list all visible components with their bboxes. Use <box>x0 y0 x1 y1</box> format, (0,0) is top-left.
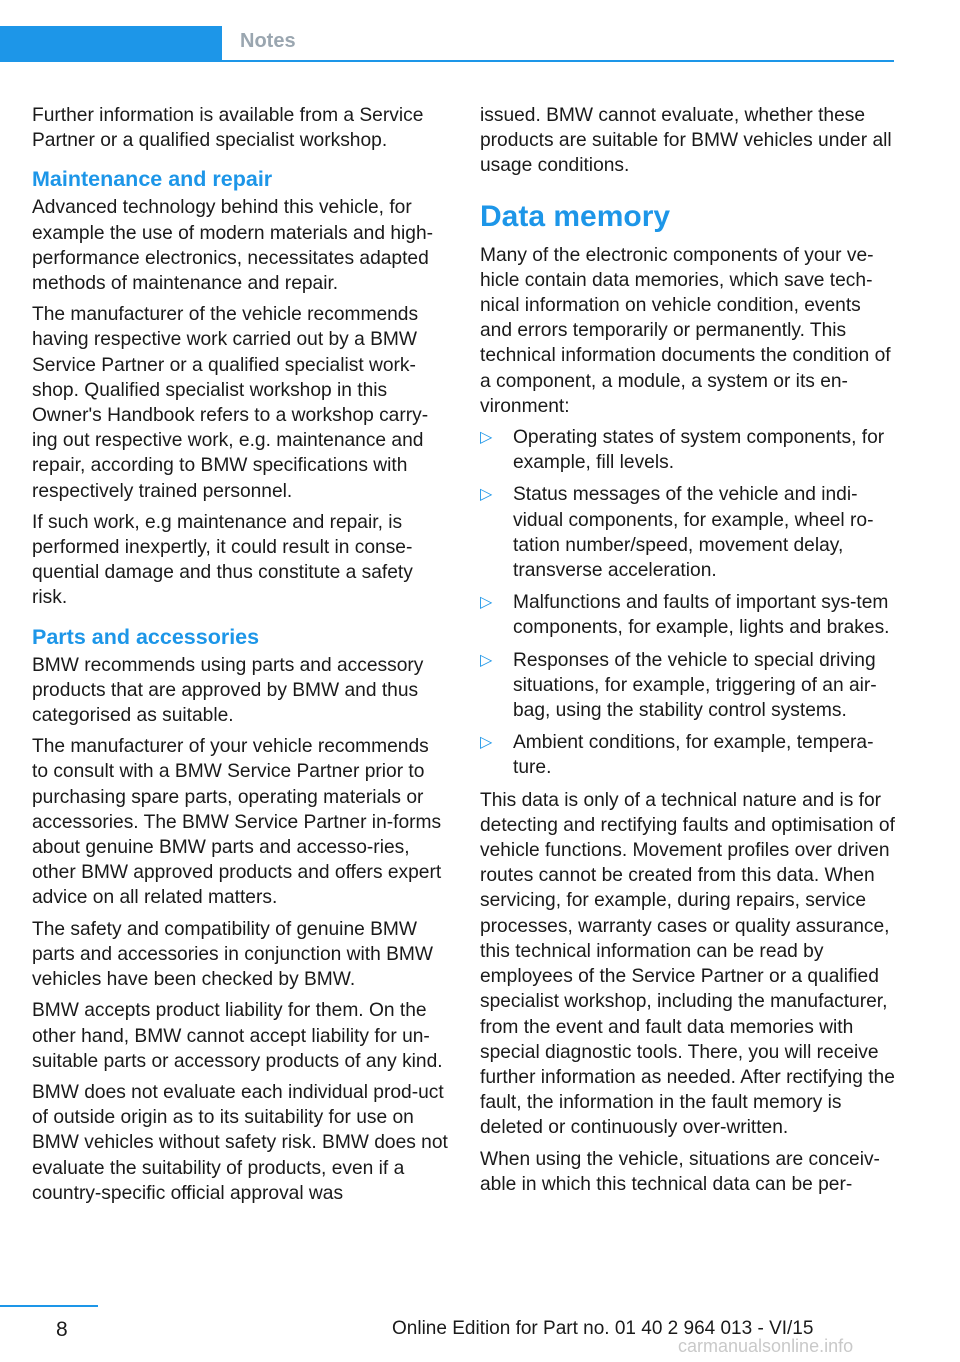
heading-maintenance-and-repair: Maintenance and repair <box>32 167 273 192</box>
list-item <box>480 482 898 583</box>
paragraph: Advanced technology behind this vehicle, for example the use of modern materials and high-performance electronics, necessitates adapted methods of maintenance and repair. <box>32 197 434 295</box>
paragraph: The manufacturer of your vehicle recommends to consult with a BMW Service Partner prior to purchasing spare parts, operating materials or accessories. The BMW Service Partner in-forms about genuine BMW parts and accesso-ries, other BMW approved products and offers expert advice on all related matters. <box>32 736 442 909</box>
paragraph: The safety and compatibility of genuine BMW parts and accessories in conjunction with BMW vehicles have been checked by BMW. <box>32 918 433 991</box>
triangle-bullet-icon: ▷ <box>480 594 493 612</box>
section-title: Notes <box>240 30 296 52</box>
paragraph: Further information is available from a Service Partner or a qualified specialist workshop. <box>32 105 424 152</box>
page-number: 8 <box>56 1318 68 1341</box>
paragraph: BMW accepts product liability for them. On the other hand, BMW cannot accept liability for un-suitable parts or accessory products of any kind. <box>32 1000 443 1072</box>
triangle-bullet-icon: ▷ <box>480 429 493 447</box>
paragraph: BMW recommends using parts and accessory products that are approved by BMW and thus categorised as suitable. <box>32 654 424 727</box>
list-item <box>480 425 898 475</box>
paragraph: The manufacturer of the vehicle recommends having respective work carried out by a BMW Service Partner or a qualified specialist work-shop. Qualified specialist workshop in this Owner's Handbook refers to a workshop carry-ing out respective work, e.g. maintenance and repair, according to BMW specifications with respectively trained personnel. <box>32 304 429 502</box>
left-column <box>32 103 450 1212</box>
list-item-text: Operating states of system components, for example, fill levels. <box>513 427 885 474</box>
list-item <box>480 648 898 724</box>
paragraph: When using the vehicle, situations are conceiv-able in which this technical data can be per- <box>480 1148 880 1195</box>
list-item-text: Status messages of the vehicle and indi-vidual components, for example, wheel ro-tation number/speed, movement delay, transverse acceleration. <box>513 484 874 582</box>
bullet-list <box>480 425 898 781</box>
paragraph: Many of the electronic components of your ve-hicle contain data memories, which save tech-nical information on vehicle condition, events and errors temporarily or permanently. This technical information documents the condition of a component, a module, a system or its en-vironment: <box>480 244 891 417</box>
heading-data-memory: Data memory <box>480 199 671 233</box>
watermark: carmanualsonline.info <box>678 1336 854 1356</box>
triangle-bullet-icon: ▷ <box>480 651 493 669</box>
list-item-text: Responses of the vehicle to special driving situations, for example, triggering of an air-bag, using the stability control systems. <box>513 649 877 722</box>
paragraph: This data is only of a technical nature and is for detecting and rectifying faults and optimisation of vehicle functions. Movement profiles over driven routes cannot be created from this data. When servicing, for example, during repairs, service processes, warranty cases or quality assurance, this technical information can be read by employees of the Service Partner or a qualified specialist workshop, including the manufacturer, from the event and fault data memories with special diagnostic tools. There, you will receive further information as needed. After rectifying the fault, the information in the fault memory is deleted or continuously over-written. <box>480 789 895 1139</box>
header-accent-bar <box>0 26 222 62</box>
edition-label: Online Edition for Part no. 01 40 2 964 013 - VI/15 <box>392 1318 814 1339</box>
header-rule <box>222 60 894 62</box>
list-item <box>480 590 898 640</box>
triangle-bullet-icon: ▷ <box>480 734 493 752</box>
paragraph: BMW does not evaluate each individual prod-uct of outside origin as to its suitability for use on BMW vehicles without safety risk. BMW does not evaluate the suitability of products, even if a country-specific official approval was <box>32 1081 448 1204</box>
paragraph: issued. BMW cannot evaluate, whether these products are suitable for BMW vehicles under all usage conditions. <box>480 105 892 177</box>
list-item-text: Ambient conditions, for example, tempera-ture. <box>513 732 874 779</box>
right-column <box>480 103 898 1203</box>
triangle-bullet-icon: ▷ <box>480 486 493 504</box>
list-item <box>480 730 898 780</box>
paragraph: If such work, e.g maintenance and repair, is performed inexpertly, it could result in conse-quential damage and thus constitute a safety risk. <box>32 511 413 609</box>
footer-rule <box>0 1305 98 1307</box>
list-item-text: Malfunctions and faults of important sys-tem components, for example, lights and brakes. <box>513 592 890 639</box>
heading-parts-and-accessories: Parts and accessories <box>32 624 260 649</box>
